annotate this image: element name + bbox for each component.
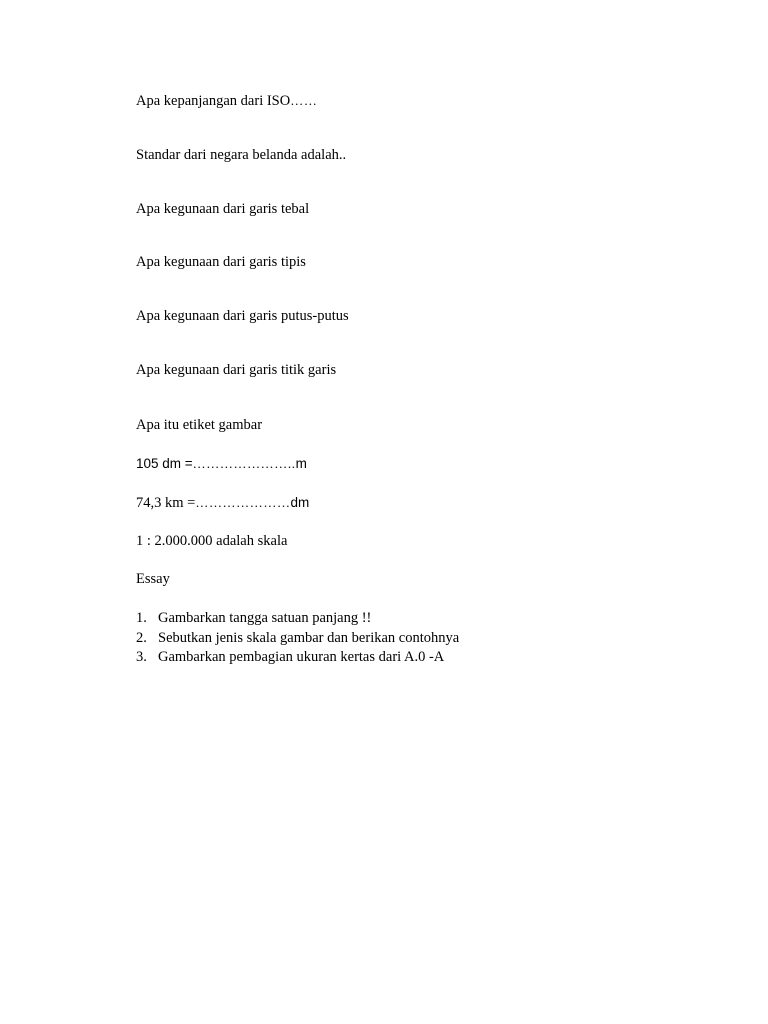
question-text: Apa kegunaan dari garis tebal [136, 201, 310, 217]
unit-suffix: dm [290, 495, 310, 510]
question-text: 1 : 2.000.000 adalah skala [136, 533, 288, 549]
essay-item-number: 1. [136, 610, 147, 626]
question-text: Apa kegunaan dari garis titik garis [136, 362, 337, 378]
unit-suffix: m [295, 456, 307, 471]
essay-item-text: Sebutkan jenis skala gambar dan berikan contohnya [158, 630, 460, 646]
answer-blank-dots: ………………… [195, 495, 291, 510]
question-text: Apa kegunaan dari garis tipis [136, 254, 306, 270]
essay-item-text: Gambarkan tangga satuan panjang !! [158, 610, 372, 626]
question-text: Apa kegunaan dari garis putus-putus [136, 308, 349, 324]
essay-item-number: 3. [136, 649, 147, 665]
answer-blank-dots: …… [290, 93, 318, 108]
question-label: Apa kepanjangan dari ISO [136, 93, 291, 109]
essay-item-number: 2. [136, 630, 147, 646]
question-text: Apa itu etiket gambar [136, 417, 263, 433]
question-text: Standar dari negara belanda adalah.. [136, 147, 347, 163]
answer-blank-dots: ………………….. [192, 456, 296, 471]
question-text [136, 493, 309, 513]
question-text [136, 454, 307, 474]
question-label: 105 dm = [136, 456, 193, 471]
essay-heading: Essay [136, 571, 170, 587]
question-label: 74,3 km = [136, 495, 196, 511]
question-text [136, 91, 317, 111]
essay-item-text: Gambarkan pembagian ukuran kertas dari A.0 -A [158, 649, 445, 665]
